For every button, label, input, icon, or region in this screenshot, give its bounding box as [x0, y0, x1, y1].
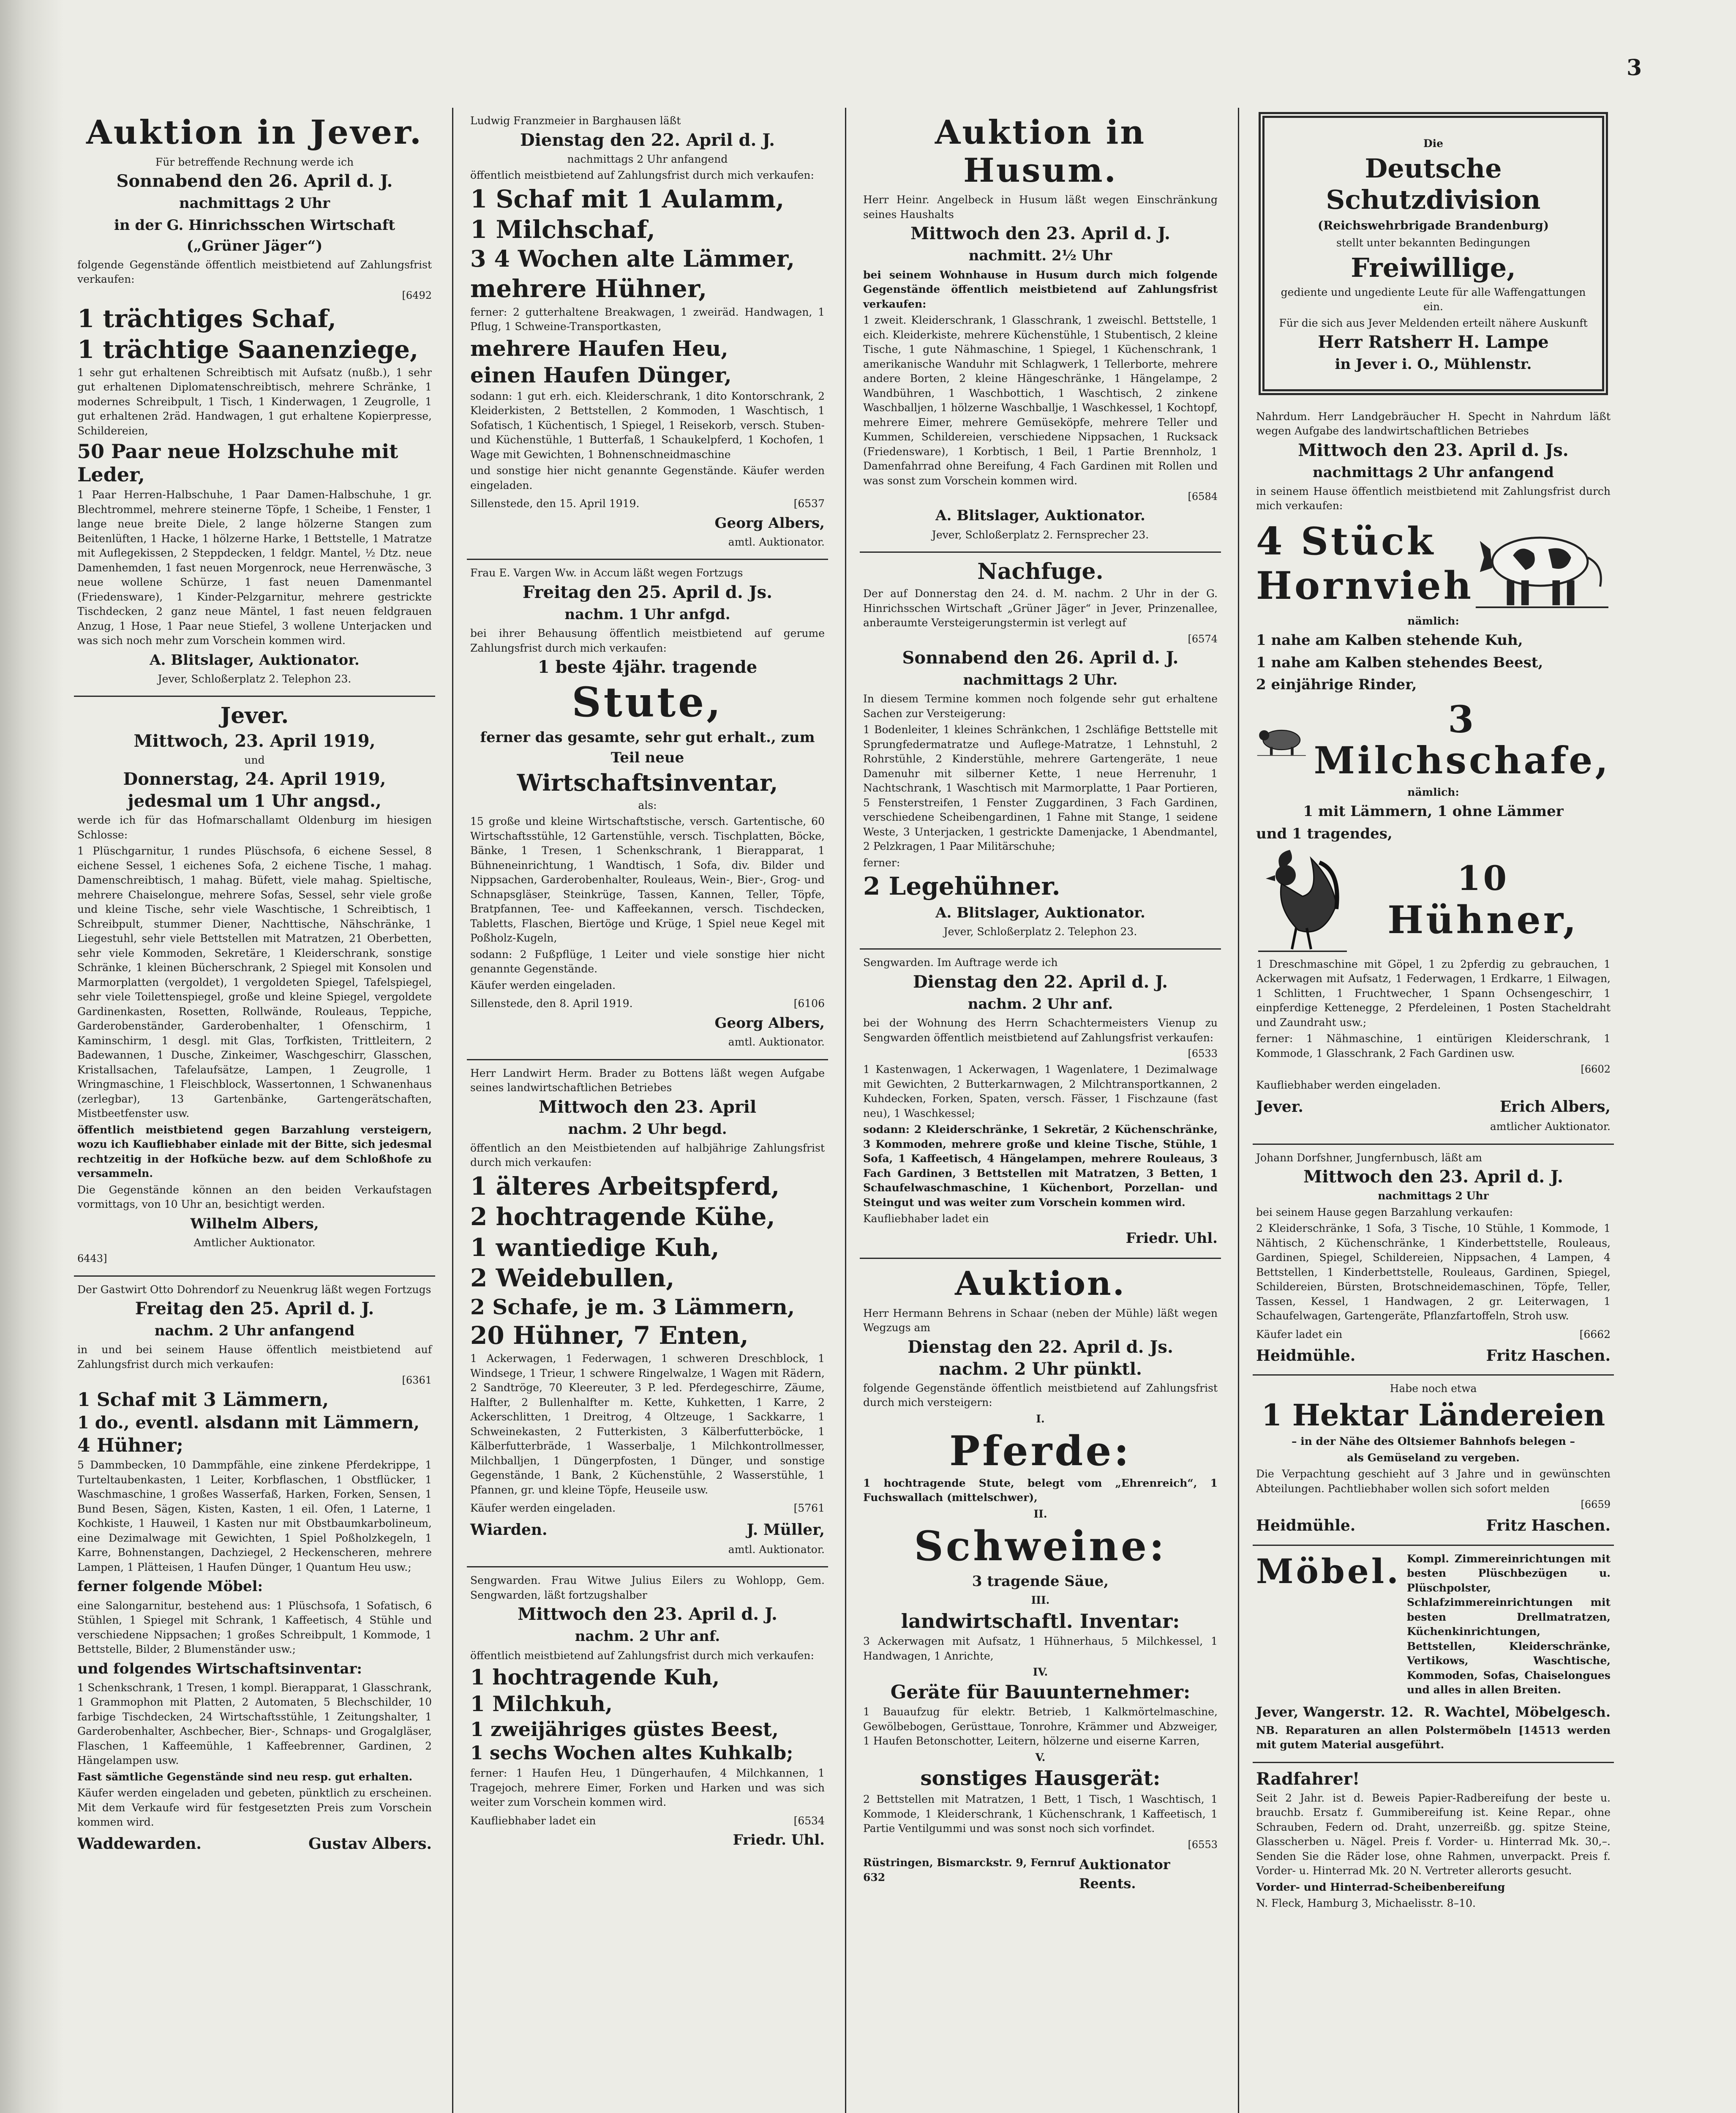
ad-ref: [6361 — [402, 1374, 432, 1387]
ad-body: 1 Plüschgarnitur, 1 rundes Plüschsofa, 6 eichene Sessel, 8 eichene Sessel, 1 eichenes Sofa, 2 eichene Tische, 1 mahag. Damenschreibtisch, 1 mahag. Büfett, viele mahag. Spieltische, mehrere Chaiselongue, mehrere Sofas, Sessel, sehr viele große und kleine Tische, sehr viele Waschtische, 1 Schreibtisch, 1 Schreibpult, stummer Diener, Nachttische, Nähschränke, 1 Liegestuhl, sehr viele Bettstellen mit Matratzen, 21 Oberbetten, sehr viele Kommoden, Sekretäre, 1 Kleiderschrank, sonstige Schränke, 1 kleinen Bücherschrank, 2 Spiegel mit Konsolen und Marmorplatten (vergoldet), 1 vergoldeten Spiegel, Tafelspiegel, sehr viele Toilettenspiegel, große und kleine Spiegel, vergoldete Gardinenkasten, Rosetten, Rollwände, Rouleaus, Teppiche, Garderobenständer, Garderobenhalter, 1 Ofenschirm, 1 Kaminschirm, 1 desgl. mit Glas, Torfkisten, Trittleitern, 2 Badewannen, 1 Dusche, Zinkeimer, Waschgeschirr, Glasschen, Kristallsachen, Tafelaufsätze, Lampen, 1 Zeugrolle, 1 Wringmaschine, 1 Fleischblock, Wassertonnen, 1 Schwanenhaus (zerlegbar), 13 Gartenbänke, Gartengerätschaften, Mistbeetfenster usw. — [77, 845, 432, 1120]
ad-note: Die Gegenstände können an den beiden Verkaufstagen vormittags, von 10 Uhr an, besichtigt werden. — [77, 1183, 432, 1211]
ad-signer: Friedr. Uhl. — [1126, 1229, 1218, 1247]
ad-body: 1 zweit. Kleiderschrank, 1 Glasschrank, 1 zweischl. Bettstelle, 1 eich. Kleiderkiste, mehrere Küchenstühle, 1 Stubentisch, 2 kleine Tische, 1 gute Nähmaschine, 1 Spiegel, 1 Küchenschrank, 1 amerikanische Wanduhr mit Schlagwerk, 1 Tellerborte, mehrere andere Borten, 2 kleine Hängeschränke, 1 Hängelampe, 2 Wandbühren, 1 Waschbottich, 1 Waschtisch, 2 zinkene Waschballjen, 1 hölzerne Waschballje, 1 Waschkessel, 1 Kochtopf, mehrere Eimer, mehrere Gemüseköpfe, mehrere Teller und Kummen, Schildereien, verschiedene Nippsachen, 1 Rucksack (Friedensware), 1 Korbtisch, 1 Beil, 1 Partie Brennholz, 1 Damenfahrrad ohne Bereifung, 4 Fach Gardinen mit Rollen und was sonst zum Vorschein kommen wird. — [863, 314, 1218, 487]
ad-body: sodann: 1 gut erh. eich. Kleiderschrank, 1 dito Kontorschrank, 2 Kleiderkisten, 2 Bettstellen, 2 Kommoden, 1 Waschtisch, 1 Sofatisch, 1 Küchentisch, 1 Spiegel, 1 Reisekorb, versch. Stuben- und Küchenstühle, 1 Butterfaß, 1 Schaukelpferd, 1 Kochofen, 1 Wage mit Gewichten, 1 Bohnenschneidmaschine — [470, 390, 825, 461]
ad-time: nachmittags 2 Uhr — [1378, 1190, 1489, 1202]
column-2 — [467, 108, 828, 2113]
ad-lead: folgende Gegenstände öffentlich meistbietend auf Zahlungsfrist verkaufen: — [77, 258, 432, 286]
ad-signer: Georg Albers, — [714, 514, 825, 532]
ad-date: Donnerstag, 24. April 1919, — [123, 769, 386, 789]
ad-section-number: III. — [1031, 1594, 1050, 1607]
ad-body: ferner: 1 Nähmaschine, 1 eintürigen Kleiderschrank, 1 Kommode, 1 Glasschrank, 2 Fach Gardinen usw. — [1256, 1032, 1611, 1059]
ad-signer: R. Wachtel, Möbelgesch. — [1424, 1704, 1611, 1720]
ad-lead: bei ihrer Behausung öffentlich meistbietend auf gerume Zahlungsfrist durch mich verkaufen: — [470, 627, 825, 654]
ad-item: Freiwillige, — [1351, 252, 1516, 283]
ad-address: Jever, Schloßerplatz 2. Fernsprecher 23. — [932, 528, 1149, 541]
ad-ref: [6492 — [402, 289, 432, 301]
page-number: 3 — [1627, 55, 1642, 81]
ad-item: mehrere Haufen Heu, — [470, 336, 728, 361]
ad-address: Jever, Wangerstr. 12. — [1256, 1704, 1414, 1720]
ad-item: 2 Legehühner. — [863, 872, 1060, 901]
ad-date: Mittwoch den 23. April d. J. — [518, 1604, 777, 1624]
ad-body: 1 Dreschmaschine mit Göpel, 1 zu 2pferdig zu gebrauchen, 1 Ackerwagen mit Aufsatz, 1 Federwagen, 1 Erdkarre, 1 Eilwagen, 1 Schlitten, 1 Fruchtwecher, 1 Spann Ochsengeschirr, 1 einpferdige Kettenegge, 2 Pferdeleinen, 1 Posten Stacheldraht und Zaundraht usw.; — [1256, 958, 1611, 1029]
ad-invite: Käufer werden eingeladen. — [470, 1502, 616, 1515]
ad-intro: werde ich für das Hofmarschallamt Oldenburg im hiesigen Schlosse: — [77, 814, 432, 841]
ad-time: nachm. 2 Uhr begd. — [568, 1120, 727, 1138]
ad-intro: Herr Hermann Behrens in Schaar (neben der Mühle) läßt wegen Wegzugs am — [863, 1307, 1218, 1334]
ad-body: 1 Kastenwagen, 1 Ackerwagen, 1 Wagenlatere, 1 Dezimalwage mit Gewichten, 2 Butterkarnwagen, 2 Milchtransportkannen, 2 Kuhdecken, Forken, Spaten, versch. Fässer, 1 Fischzaune (fast neu), 1 Waschkessel; — [863, 1063, 1218, 1119]
ad-dateline: Sillenstede, den 15. April 1919. — [470, 497, 640, 510]
ad-item: Geräte für Bauunternehmer: — [890, 1681, 1191, 1703]
ad-date: Dienstag den 22. April d. J. — [913, 972, 1168, 992]
ad-address: N. Fleck, Hamburg 3, Michaelisstr. 8–10. — [1256, 1897, 1476, 1910]
ad-item: 1 sechs Wochen altes Kuhkalb; — [470, 1742, 793, 1764]
ad-hektar — [1253, 1376, 1614, 1545]
ad-signer: Fritz Haschen. — [1486, 1517, 1611, 1535]
ad-place: Heidmühle. — [1256, 1347, 1356, 1365]
ad-section-number: IV. — [1033, 1666, 1048, 1679]
ad-headline: Radfahrer! — [1256, 1769, 1360, 1789]
ad-body: und sonstige hier nicht genannte Gegenstände. Käufer werden eingeladen. — [470, 464, 825, 491]
ad-item: 1 hochtragende Kuh, — [470, 1665, 720, 1690]
ad-signer: Gustav Albers. — [308, 1835, 432, 1853]
ad-nachfuge — [860, 553, 1221, 950]
ad-contact-name: Herr Ratsherr H. Lampe — [1318, 332, 1549, 352]
ad-item: 1 Schaf mit 1 Aulamm, — [470, 184, 785, 213]
ad-dateline: Sillenstede, den 8. April 1919. — [470, 997, 633, 1010]
ad-time: nachm. 2 Uhr anf. — [967, 995, 1113, 1013]
ad-item: 1 älteres Arbeitspferd, — [470, 1171, 780, 1201]
ad-naemlich: nämlich: — [1407, 786, 1459, 798]
ad-item-huge: Schweine: — [914, 1522, 1167, 1570]
ad-signer: Erich Albers, — [1499, 1097, 1611, 1116]
ad-schutzdivision — [1259, 112, 1608, 395]
ad-invite: Käufer werden eingeladen. — [470, 979, 616, 991]
ad-place: Heidmühle. — [1256, 1517, 1356, 1535]
ad-place: Waddewarden. — [77, 1835, 202, 1853]
ad-item: einen Haufen Dünger, — [470, 362, 732, 388]
ad-auction-husum — [860, 108, 1221, 553]
column-rule — [1238, 108, 1239, 2113]
ad-body: 2 Kleiderschränke, 1 Sofa, 3 Tische, 10 Stühle, 1 Kommode, 1 Nähtisch, 2 Küchenschränke, 1 Kinderbettstelle, Rouleaus, Gardinen, Spiegel, Schildereien, Nippsachen, 4 Lampen, 4 Bettstellen, 1 Kinderbettstelle, Rouleaus, Gardinen, Spiegel, Schildereien, Bürsten, Brotschneidemaschinen, Töpfe, Teller, Tassen, Kessel, 1 Handwagen, 2 gr. Leiterwagen, 1 Schaufelwagen, Gartengeräte, Pflanzfartoffeln, Stroh usw. — [1256, 1222, 1611, 1322]
ad-intro: Habe noch etwa — [1390, 1382, 1477, 1395]
ad-date: Freitag den 25. April d. Js. — [522, 582, 773, 602]
column-rule — [452, 108, 453, 2113]
ad-date: Dienstag den 22. April d. Js. — [908, 1337, 1173, 1357]
ad-time: nachmittags 2 Uhr — [179, 195, 330, 212]
ad-signature-row — [1256, 1515, 1611, 1537]
ad-role: amtl. Auktionator. — [728, 1543, 825, 1556]
ad-item-huge: Hühner, — [1387, 898, 1579, 943]
ad-intro: Ludwig Franzmeier in Barghausen läßt — [470, 115, 681, 127]
ad-item: 1 zweijähriges güstes Beest, — [470, 1718, 779, 1741]
ad-item: 1 beste 4jähr. tragende — [537, 657, 758, 677]
ad-body: Die Verpachtung geschieht auf 3 Jahre und in gewünschten Abteilungen. Pachtliebhaber wollen sich sofort melden — [1256, 1468, 1611, 1495]
ad-ref: [6537 — [793, 497, 825, 510]
ad-signer: J. Müller, — [747, 1521, 825, 1539]
ad-lead: bei seinem Hause gegen Barzahlung verkaufen: — [1256, 1206, 1513, 1218]
ad-die: Die — [1423, 137, 1444, 150]
ad-item-huge: Pferde: — [949, 1427, 1131, 1475]
ad-section: ferner folgende Möbel: — [77, 1578, 263, 1595]
ad-invite: Kaufliebhaber ladet ein — [470, 1814, 596, 1827]
ad-ref: [6662 — [1579, 1328, 1611, 1340]
ad-sub: Vorder- und Hinterrad-Scheibenbereifung — [1256, 1881, 1505, 1893]
ad-moebel — [1253, 1546, 1614, 1763]
ad-item: 2 einjährige Rinder, — [1256, 676, 1417, 693]
ad-naemlich: nämlich: — [1407, 614, 1459, 627]
ad-auction-jever — [74, 108, 435, 697]
hen-block — [1256, 846, 1611, 955]
ad-lead: öffentlich meistbietend auf Zahlungsfrist durch mich verkaufen: — [470, 1649, 814, 1662]
ad-lead: bei seinem Wohnhause in Husum durch mich folgende Gegenstände öffentlich meistbietend auf Zahlungsfrist verkaufen: — [863, 268, 1218, 310]
ad-intro: Der Gastwirt Otto Dohrendorf zu Neuenkrug läßt wegen Fortzugs — [77, 1283, 431, 1296]
ad-headline: Auktion in Husum. — [935, 113, 1146, 190]
ad-outro: öffentlich meistbietend gegen Barzahlung versteigern, wozu ich Kaufliebhaber einlade mit der Bitte, sich jedesmal rechtzeitig in der Hofküche bezw. auf dem Schloßhofe zu versammeln. — [77, 1123, 432, 1180]
ad-ref: [6553 — [1188, 1838, 1218, 1851]
ad-item-huge: 4 Stück — [1256, 519, 1436, 564]
ad-section-number: V. — [1035, 1751, 1046, 1764]
ad-time: nachm. 1 Uhr anfgd. — [564, 606, 730, 623]
column-1 — [74, 108, 435, 2113]
ad-invite-row — [470, 1501, 825, 1516]
ad-ref: [6534 — [793, 1814, 825, 1827]
ad-time: jedesmal um 1 Uhr angsd., — [128, 791, 382, 811]
ad-item: 1 trächtiges Schaf, — [77, 304, 336, 333]
ad-item: landwirtschaftl. Inventar: — [901, 1609, 1180, 1633]
ad-signer: A. Blitslager, Auktionator. — [935, 904, 1145, 921]
ad-headline: Auktion. — [955, 1264, 1126, 1303]
ad-body: sodann: 2 Fußpflüge, 1 Leiter und viele sonstige hier nicht genannte Gegenstände. — [470, 948, 825, 975]
ad-item: 1 do., eventl. alsdann mit Lämmern, — [77, 1413, 420, 1433]
ad-item: Wirtschaftsinventar, — [517, 769, 778, 797]
ad-time: nachm. 2 Uhr anf. — [575, 1628, 720, 1645]
ad-item: 1 mit Lämmern, 1 ohne Lämmer — [1303, 803, 1564, 820]
ad-item: 1 Schaf mit 3 Lämmern, — [77, 1389, 329, 1411]
ad-sub: 3 tragende Säue, — [972, 1573, 1109, 1590]
ad-neuenkrug — [74, 1277, 435, 1863]
ad-body: 1 Schenkschrank, 1 Tresen, 1 kompl. Bierapparat, 1 Glasschrank, 1 Grammophon mit Platten, 2 Automaten, 5 Blechschilder, 10 farbige Tischdecken, 24 Wirtschaftsstühle, 1 Zeitungshalter, 1 Garderobenhalter, Aschbecher, Bier-, Schnaps- und Grogalgläser, Flaschen, 1 Kaffeemühle, 1 Kaffeebrenner, Gardinen, 2 Hängelampen usw. — [77, 1681, 432, 1767]
ad-body: Seit 2 Jahr. ist d. Beweis Papier-Radbereifung der beste u. brauchb. Ersatz f. Gummibereifung ist. Keine Repar., ohne Schrauben, Federn od. Draht, unzerreißb. gg. spitze Steine, Glasscherben u. Nägel. Preis f. Vorder- u. Hinterrad Mk. 30,–. Senden Sie die Räder lose, ohne Rahmen, unverpackt. Preis f. Vorder- u. Hinterrad Mk. 20 N. Vertreter allerorts gesucht. — [1256, 1791, 1611, 1877]
ad-ref: [6584 — [1188, 491, 1218, 503]
sheep-block — [1256, 696, 1611, 784]
ad-auction-schaar — [860, 1259, 1221, 1901]
ad-signer: Auktionator Reents. — [1079, 1856, 1170, 1892]
ad-body: ferner: 2 gutterhaltene Breakwagen, 1 zweiräd. Handwagen, 1 Pflug, 1 Schweine-Transportkasten, — [470, 306, 825, 333]
ad-headline: Möbel. — [1256, 1551, 1401, 1591]
ad-place: Rüstringen, Bismarckstr. 9, Fernruf 632 — [863, 1856, 1075, 1884]
ad-date: Dienstag den 22. April d. J. — [520, 130, 775, 150]
ad-ref: [6659 — [1581, 1499, 1611, 1511]
ad-body: 2 Bettstellen mit Matratzen, 1 Bett, 1 Tisch, 1 Waschtisch, 1 Kommode, 1 Kleiderschrank, 1 Küchenschrank, 1 Kaffeetisch, 1 Partie Ventilgummi und was sonst noch sich vorfindet. — [863, 1793, 1218, 1835]
ad-address: Jever, Schloßerplatz 2. Telephon 23. — [158, 672, 352, 685]
ad-place: in der G. Hinrichsschen Wirtschaft („Grüner Jäger“) — [114, 217, 395, 254]
ad-body: 1 Bauaufzug für elektr. Betrieb, 1 Kalkmörtelmaschine, Gewölbebogen, Gerüsttaue, Tonrohre, Krämmer und Abzweiger, 1 Haufen Betonschotter, Leitern, hölzerne und eiserne Karren, — [863, 1706, 1218, 1747]
ad-signer: A. Blitslager, Auktionator. — [150, 651, 360, 669]
ad-signer: Friedr. Uhl. — [733, 1832, 825, 1849]
ad-intro: Nahrdum. Herr Landgebräucher H. Specht in Nahrdum läßt wegen Aufgabe des landwirtschaftlichen Betriebes — [1256, 410, 1611, 437]
ad-section-number: II. — [1033, 1507, 1047, 1520]
ad-ref: 6443] — [77, 1253, 107, 1265]
ad-intro: Herr Landwirt Herm. Brader zu Bottens läßt wegen Aufgabe seines landwirtschaftlichen Betriebes — [470, 1067, 825, 1094]
ad-body: Kompl. Zimmereinrichtungen mit besten Plüschbezügen u. Plüschpolster, Schlafzimmereinrichtungen mit besten Drellmatratzen, Küchenkinrichtungen, Bettstellen, Kleiderschränke, Vertikows, Waschtische, Kommoden, Sofas, Chaiselongues und alles in allen Breiten. — [1407, 1552, 1611, 1696]
ad-date: Freitag den 25. April d. J. — [135, 1299, 374, 1319]
ad-item: 2 Weidebullen, — [470, 1264, 675, 1293]
ad-lead: folgende Gegenstände öffentlich meistbietend auf Zahlungsfrist durch mich versteigern: — [863, 1381, 1218, 1409]
ad-section-number: I. — [1036, 1412, 1045, 1425]
ad-date: Sonnabend den 26. April d. J. — [902, 648, 1179, 668]
ad-item: 3 4 Wochen alte Lämmer, — [470, 245, 795, 273]
ad-sengwarden-vienup — [860, 950, 1221, 1259]
cow-illustration — [1474, 515, 1611, 612]
ad-invite-row — [470, 1813, 825, 1829]
ad-signer: Wilhelm Albers, — [190, 1215, 319, 1232]
ad-note: Fast sämtliche Gegenstände sind neu resp. gut erhalten. — [77, 1770, 413, 1783]
ad-signer: A. Blitslager, Auktionator. — [935, 507, 1145, 524]
ad-signature-row — [77, 1833, 432, 1855]
ad-ferner: ferner: — [863, 856, 900, 869]
ad-line: als Gemüseland zu vergeben. — [1347, 1451, 1520, 1464]
ad-dateline-row — [470, 496, 825, 511]
ad-time: nachmitt. 2½ Uhr — [968, 247, 1112, 265]
ad-section: und folgendes Wirtschaftsinventar: — [77, 1660, 362, 1677]
ad-lead: öffentlich meistbietend auf Zahlungsfrist durch mich verkaufen: — [470, 169, 814, 181]
ad-body: sodann: 2 Kleiderschränke, 1 Sekretär, 2 Küchenschränke, 3 Kommoden, mehrere große und kleine Tische, Stühle, 1 Sofa, 1 Kaffeetisch, 4 Hängelampen, mehrere Rouleaus, 3 Fach Gardinen, 3 Bettstellen mit Matratzen, 3 Betten, 1 Schaufelwaschmaschine, 1 Küchenbort, Porzellan- und Steingut und was weiter zum Vorschein kommen wird. — [863, 1123, 1218, 1209]
ad-body: 15 große und kleine Wirtschaftstische, versch. Gartentische, 60 Wirtschaftsstühle, 12 Gartenstühle, versch. Tischplatten, Böcke, Bänke, 1 Tresen, 1 Schenkschrank, 1 Bierapparat, 1 Bühneneinrichtung, 1 Wandtisch, 1 Sofa, div. Bilder und Nippsachen, Garderobenhalter, Rouleaus, Wein-, Bier-, Grog- und Schnapsgläser, Steinkrüge, Tassen, Kannen, Teller, Töpfe, Bratpfannen, Tee- und Kaffeekannen, versch. Tischdecken, Tabletts, Flaschen, Biertöge und Krüge, 1 Spiel neue Kegel mit Poßholz-Kugeln, — [470, 815, 825, 945]
ad-signature-row — [1256, 1096, 1611, 1118]
ad-ref: [5761 — [793, 1502, 825, 1515]
ad-item: mehrere Hühner, — [470, 274, 707, 303]
ad-ref: [6602 — [1581, 1063, 1611, 1076]
ad-place: Jever. — [1256, 1097, 1303, 1116]
ad-item-huge: Stute, — [572, 678, 723, 726]
rooster-illustration — [1256, 846, 1349, 955]
ad-address: Jever, Schloßerplatz 2. Telephon 23. — [943, 925, 1137, 938]
ad-body: 1 sehr gut erhaltenen Schreibtisch mit Aufsatz (nußb.), 1 sehr gut erhaltenen Diplomatenschreibtisch, mehrere Schränke, 1 modernes Schreibpult, 1 Tisch, 1 Kinderwagen, 1 Zeugrolle, 1 gut erhaltenen 2räd. Handwagen, 1 gut erhaltene Kopierpresse, Schildereien, — [77, 366, 432, 437]
newspaper-page — [63, 0, 1736, 2113]
ad-time: nachm. 2 Uhr anfangend — [154, 1322, 355, 1340]
ad-sengwarden-eilers — [467, 1567, 828, 1859]
ad-item: 50 Paar neue Holzschuhe mit Leder, — [77, 440, 398, 486]
ad-time: nachm. 2 Uhr pünktl. — [939, 1359, 1142, 1379]
ad-line: Für die sich aus Jever Meldenden erteilt nähere Auskunft — [1279, 317, 1588, 329]
ad-item: 1 trächtige Saanenziege, — [77, 335, 419, 364]
ad-signer: Georg Albers, — [714, 1014, 825, 1032]
ad-sub: ferner das gesamte, sehr gut erhalt., zum Teil neue — [480, 729, 815, 766]
ad-body: 1 hochtragende Stute, belegt vom „Ehrenreich“, 1 Fuchswallach (mittelschwer), — [863, 1477, 1218, 1504]
ad-lead: öffentlich an den Meistbietenden auf halbjährige Zahlungsfrist durch mich verkaufen: — [470, 1141, 825, 1169]
ad-headline: Deutsche Schutzdivision — [1326, 153, 1541, 215]
ad-intro: Sengwarden. Im Auftrage werde ich — [863, 956, 1058, 969]
ad-body: 1 Paar Herren-Halbschuhe, 1 Paar Damen-Halbschuhe, 1 gr. Blechtrommel, mehrere steinerne Töpfe, 1 Scheibe, 1 Fenster, 1 lange neue breite Diele, 2 lange hölzerne Stangen zum Beitenlüften, 1 Hacke, 1 hölzerne Harke, 1 Bettstelle, 1 Matratze mit Auflegekissen, 2 Steppdecken, 1 feldgr. Mantel, ½ Dtz. neue Damenhemden, 1 fast neuen Morgenrock, neue Herrenwäsche, 3 neue wollene Schürze, 1 fast neuen Damenmantel (Friedensware), 1 Kinder-Pelzgarnitur, mehrere gestrickte Tischdecken, 2 ganz neue Mäntel, 1 fast neuen feldgrauen Anzug, 1 Hose, 1 Paar neue Stiefel, 3 wollene Unterjacken und was sich noch mehr zum Vorschein kommen wird. — [77, 489, 432, 647]
cow-block — [1256, 515, 1611, 612]
ad-als: als: — [638, 799, 657, 811]
ad-date: Mittwoch, 23. April 1919, — [134, 731, 376, 751]
ad-item: 1 wantiedige Kuh, — [470, 1233, 719, 1262]
ad-dorfshner — [1253, 1145, 1614, 1376]
ad-lead: bei der Wohnung des Herrn Schachtermeisters Vienup zu Sengwarden öffentlich meistbietend auf Zahlungsfrist verkaufen: — [863, 1017, 1218, 1044]
ad-item: 2 hochtragende Kühe, — [470, 1202, 775, 1231]
ad-nahrdum — [1253, 404, 1614, 1145]
ad-item: 20 Hühner, 7 Enten, — [470, 1321, 749, 1350]
ad-headline: Jever. — [220, 703, 289, 729]
ad-item: 1 nahe am Kalben stehendes Beest, — [1256, 654, 1543, 671]
ad-headline: Auktion in Jever. — [86, 113, 423, 152]
ad-body: 3 Ackerwagen mit Aufsatz, 1 Hühnerhaus, 5 Milchkessel, 1 Handwagen, 1 Anrichte, — [863, 1635, 1218, 1662]
ad-line: gediente und ungediente Leute für alle Waffengattungen ein. — [1281, 286, 1586, 313]
ad-barghausen — [467, 108, 828, 560]
ad-intro: Johann Dorfshner, Jungfernbusch, läßt am — [1256, 1151, 1482, 1164]
ad-role: Amtlicher Auktionator. — [193, 1236, 316, 1249]
ad-date: Sonnabend den 26. April d. J. — [116, 171, 393, 191]
ad-item-huge: Hornvieh — [1256, 563, 1474, 608]
ad-dateline-row — [470, 996, 825, 1011]
ad-invite: Käufer ladet ein — [1256, 1328, 1343, 1340]
ad-invite: Kaufliebhaber ladet ein — [863, 1212, 989, 1225]
ad-body: eine Salongarnitur, bestehend aus: 1 Plüschsofa, 1 Sofatisch, 6 Stühlen, 1 Spiegel mit Schrank, 1 Kaffeetisch, 4 Stühle und verschiedene Nippsachen; 1 großes Schreibpult, 1 Kommode, 1 Bettstelle, Bilder, 2 Blumenständer usw.; — [77, 1599, 432, 1656]
ad-intro: Für betreffende Rechnung werde ich — [155, 156, 354, 168]
ad-role: amtl. Auktionator. — [728, 1036, 825, 1048]
ad-invite-row — [1256, 1327, 1611, 1342]
ad-note: NB. Reparaturen an allen Polstermöbeln [14513 werden mit gutem Material ausgeführt. — [1256, 1724, 1611, 1751]
ad-item: 1 Milchschaf, — [470, 215, 655, 244]
ad-ref: [6533 — [1188, 1048, 1218, 1060]
column-4 — [1253, 108, 1614, 2113]
ad-item: 1 Milchkuh, — [470, 1691, 613, 1716]
column-rule — [845, 108, 846, 2113]
ad-ref: [6574 — [1188, 633, 1218, 645]
ad-item: und 1 tragendes, — [1256, 825, 1393, 842]
ad-intro: Sengwarden. Frau Witwe Julius Eilers zu Wohlopp, Gem. Sengwarden, läßt fortzugshalber — [470, 1574, 825, 1601]
ad-body: 1 Ackerwagen, 1 Federwagen, 1 schweren Dreschblock, 1 Windsege, 1 Trieur, 1 schwere Ringelwalze, 1 Wagen mit Rädern, 2 Sandtröge, 70 Kleereuter, 3 P. led. Pferdegeschirre, Zäume, Halfter, 2 Bullenhalfter m. Kette, Kuhketten, 1 Karre, 2 Ackerschlitten, 1 Dreitrog, 4 Oltzeuge, 1 Sackkarre, 1 Schweinekasten, 2 Futterkisten, 3 Kälberfutterböcke, 1 Kälberfutterbräde, 1 Wasserbalje, 1 Milchkontrollmesser, Milchballjen, 1 Düngerpfosten, 1 Dünger, und sonstige Gegenstände, 1 Bank, 2 Küchenstühle, 2 Wasserstühle, 1 Pfannen, gr. und kleine Töpfe, Heuseile usw. — [470, 1352, 825, 1496]
ad-role: amtlicher Auktionator. — [1490, 1120, 1611, 1133]
ad-item: 1 Hektar Ländereien — [1261, 1397, 1605, 1433]
sheep-illustration — [1256, 708, 1307, 772]
ad-outro: Käufer werden eingeladen und gebeten, pünktlich zu erscheinen. Mit dem Verkaufe wird für festgesetzten Preis zum Vorschein kommen wird. — [77, 1787, 432, 1829]
ad-date: Mittwoch den 23. April d. Js. — [1298, 440, 1569, 460]
ad-line: stellt unter bekannten Bedingungen — [1336, 237, 1530, 249]
ad-signature-row — [1256, 1703, 1611, 1722]
ad-line: – in der Nähe des Oltsiemer Bahnhofs belegen – — [1292, 1435, 1575, 1448]
ad-time: nachmittags 2 Uhr. — [963, 672, 1118, 689]
ad-body: ferner: 1 Haufen Heu, 1 Düngerhaufen, 4 Milchkannen, 1 Tragejoch, mehrere Eimer, Forken und Harken und was sich weiter zum Vorschein kommen wird. — [470, 1767, 825, 1809]
ad-signature-row — [470, 1519, 825, 1541]
ad-intro: Frau E. Vargen Ww. in Accum läßt wegen Fortzugs — [470, 567, 743, 579]
ad-date: Mittwoch den 23. April — [538, 1097, 757, 1117]
ad-date: Mittwoch den 23. April d. J. — [910, 224, 1170, 244]
ad-address: in Jever i. O., Mühlenstr. — [1335, 356, 1532, 373]
ad-radfahrer — [1253, 1763, 1614, 1920]
ad-date: Mittwoch den 23. April d. J. — [1303, 1167, 1563, 1187]
ad-lead: in und bei seinem Hause öffentlich meistbietend auf Zahlungsfrist durch mich verkaufen: — [77, 1343, 432, 1370]
ad-time: nachmittags 2 Uhr anfangend — [567, 153, 728, 165]
ad-lead: in seinem Hause öffentlich meistbietend mit Zahlungsfrist durch mich verkaufen: — [1256, 485, 1611, 512]
ad-role: amtl. Auktionator. — [728, 535, 825, 548]
ad-place: Wiarden. — [470, 1521, 548, 1539]
ad-signature-row — [1256, 1345, 1611, 1367]
ad-time: nachmittags 2 Uhr anfangend — [1313, 464, 1554, 481]
ad-intro: Der auf Donnerstag den 24. d. M. nachm. 2 Uhr in der G. Hinrichsschen Wirtschaft „Grüner Jäger“ in Jever, Prinzenallee, anberaumte Versteigerungstermin ist verlegt auf — [863, 587, 1218, 629]
ad-bottens — [467, 1060, 828, 1568]
ad-signer: Fritz Haschen. — [1486, 1347, 1611, 1365]
ad-item: 4 Hühner; — [77, 1434, 183, 1456]
ad-sub: (Reichswehrbrigade Brandenburg) — [1317, 218, 1549, 233]
ad-item: 2 Schafe, je m. 3 Lämmern, — [470, 1294, 795, 1319]
ad-headline: Nachfuge. — [977, 559, 1104, 585]
book-spine — [0, 0, 63, 2113]
ad-count: 10 — [1457, 858, 1510, 898]
ad-intro: Herr Heinr. Angelbeck in Husum läßt wegen Einschränkung seines Haushalts — [863, 194, 1218, 221]
column-3 — [860, 108, 1221, 2113]
moebel-header — [1256, 1550, 1611, 1699]
ad-und: und — [244, 753, 265, 766]
ad-body: 5 Dammbecken, 10 Dammpfähle, eine zinkene Pferdekrippe, 1 Turteltaubenkasten, 1 Leiter, Korbflaschen, 1 Obstflücker, 1 Waschmaschine, 1 großes Wasserfaß, Harken, Forken, Sensen, 1 Bund Besen, Sägen, Kisten, Kasten, 1 eil. Ofen, 1 Laterne, 1 Kochkiste, 1 Hauweil, 1 Kasten nur mit Obstbaumkarbolineum, eine Dezimalwage mit Gewichten, 1 Spiel Poßholzkegeln, 1 Karre, Bohnenstangen, Dachziegel, 2 Heckenscheren, mehrere Lampen, 1 Plätteisen, 1 Haufen Dünger, 1 Quantum Heu usw.; — [77, 1459, 432, 1573]
ad-ref: [6106 — [793, 997, 825, 1010]
ad-item: sonstiges Hausgerät: — [920, 1766, 1161, 1791]
ad-signature-row — [863, 1855, 1218, 1894]
ad-castle-jever — [74, 697, 435, 1276]
ad-item-huge: 3 Milchschafe, — [1314, 697, 1611, 783]
ad-body: 1 Bodenleiter, 1 kleines Schränkchen, 1 2schläfige Bettstelle mit Sprungfedermatratze und Auflege-Matratze, 1 Lehnstuhl, 2 Rohrstühle, 2 Kinderstühle, mehrere Gartengeräte, 1 neue Damenuhr mit silberner Kette, 1 neue Herrenuhr, 1 Nachtschrank, 1 Waschtisch mit Marmorplatte, 1 Paar Portieren, 5 Fensterstreifen, 1 Fenster Zuggardinen, 3 Fach Gardinen, verschiedene Scheibengardinen, 1 Fahne mit Stange, 1 seidene Weste, 3 Unterjacken, 1 gestrickte Damenjacke, 1 Abendmantel, 2 Pelzkragen, 1 Paar Militärschuhe; — [863, 723, 1218, 853]
ad-accum — [467, 560, 828, 1060]
ad-lead: In diesem Termine kommen noch folgende sehr gut erhaltene Sachen zur Versteigerung: — [863, 693, 1218, 720]
ad-invite: Kaufliebhaber werden eingeladen. — [1256, 1079, 1441, 1092]
ad-item: 1 nahe am Kalben stehende Kuh, — [1256, 632, 1523, 649]
